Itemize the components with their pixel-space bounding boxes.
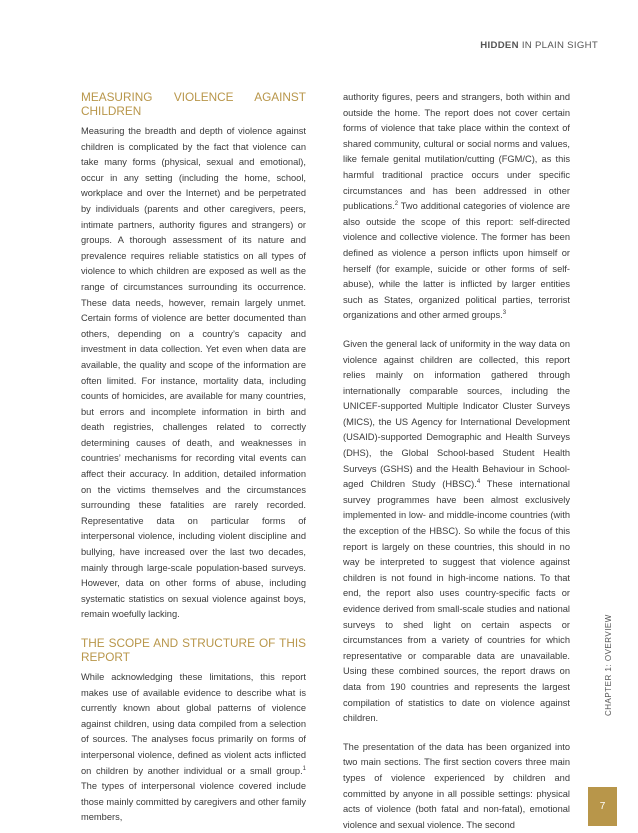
paragraph-sources-part1: Given the general lack of uniformity in the way data on violence against children are collected, this report relies mainly on information gathered through internationally comparable sources, including the UNICEF-supported Multiple Indicator Cluster Surveys (MICS), the US Agency for International Development (USAID)-supported Demographic and Health Surveys (DHS), the Global School-based Student Health Surveys (GSHS) and the Health Behaviour in School-aged Children Study (HBSC). — [343, 338, 570, 490]
paragraph-measuring: Measuring the breadth and depth of violence against children is complicated by the fact that violence can take many forms (physical, sexual and emotional), occur in any setting (including the home, school, workplace and over the Internet) and be perpetrated by individuals (parents and other caregivers, peers, intimate partners, authority figures and strangers) or groups. A thorough assessment of its nature and prevalence requires reliable statistics on all types of violence to which children are exposed as well as the range of circumstances surrounding its occurrence. These data needs, however, remain largely unmet. Certain forms of violence are better documented than others, depending on a country’s capacity and investment in data collection. Yet even when data are available, the quality and scope of the information are often limited. For instance, mortality data, including counts of homicides, are available for many countries, but errors and incomplete information in birth and death registries, challenges related to correctly determining causes of death, and weaknesses in countries’ mechanisms for recording vital events can affect their accuracy. In addition, detailed information on the victims themselves and the circumstances surrounding these fatalities are rarely recorded. Representative data on particular forms of interpersonal violence, including violent discipline and bullying, have increased over the last two decades, mainly through large-scale population-based surveys. However, data on other forms of abuse, including systematic statistics on sexual violence against boys, remain woefully lacking. — [81, 126, 306, 620]
footnote-ref-3: 3 — [502, 310, 507, 317]
paragraph-scope-part2: The types of interpersonal violence covered include those mainly committed by caregivers and other family members, — [81, 781, 306, 823]
paragraph-exclusions-part2: Two additional categories of violence are also outside the scope of this report: self-directed violence and collective violence. The former has been defined as violence a person inflicts upon himself or herself (for example, suicide or other forms of self-abuse), while the latter is inflicted by larger entities such as States, organized political parties, terrorist organizations and other armed groups. — [343, 201, 570, 321]
paragraph-scope-part1: While acknowledging these limitations, this report makes use of available evidence to describe what is currently known about global patterns of violence against children, using data compiled from a selection of sources. The analyses focus primarily on forms of interpersonal violence, defined as violent acts inflicted on children by another individual or a small group. — [81, 672, 306, 776]
section-heading-measuring: MEASURING VIOLENCE AGAINST CHILDREN — [81, 90, 306, 118]
header-title-rest: IN PLAIN SIGHT — [518, 40, 598, 51]
footnote-ref-4: 4 — [476, 479, 481, 486]
left-column — [81, 90, 306, 826]
paragraph-exclusions-part1: authority figures, peers and strangers, both within and outside the home. The report does not cover certain forms of violence that take place within the context of shared community, cultural or social norms and values, like female genital mutilation/cutting (FGM/C), as this harmful traditional practice occurs under specific circumstances and has been addressed in other publications. — [343, 92, 570, 212]
paragraph-sources — [343, 337, 570, 727]
section-heading-scope: THE SCOPE AND STRUCTURE OF THIS REPORT — [81, 636, 306, 664]
paragraph-exclusions — [343, 90, 570, 324]
page-number-tab — [588, 787, 617, 826]
chapter-side-label: CHAPTER 1: OVERVIEW — [604, 614, 613, 716]
paragraph-presentation: The presentation of the data has been organized into two main sections. The first section covers three main types of violence experienced by children and committed by anyone in all possible settings: physical acts of violence (both fatal and non-fatal), emotional violence and sexual violence. The second — [343, 741, 570, 830]
running-header — [480, 40, 598, 51]
right-column — [343, 90, 570, 833]
footnote-ref-2: 2 — [394, 201, 399, 208]
page-number: 7 — [599, 801, 606, 812]
paragraph-scope — [81, 670, 306, 826]
footnote-ref-1: 1 — [302, 765, 306, 772]
paragraph-sources-part2: These international survey programmes have been almost exclusively implemented in low- and middle-income countries (with the exception of the HBSC). So while the focus of this report is largely on these countries, this should in no way be interpreted to suggest that violence against children is not found in high-income nations. To that end, the report also uses country-specific facts or evidence derived from small-scale studies and national surveys to shed light on certain aspects or circumstances from a variety of countries for which representative or comparable data are unavailable. Using these combined sources, the report draws on data from 190 countries and represents the largest compilation of statistics to date on violence against children. — [343, 479, 570, 724]
header-title-bold: HIDDEN — [480, 40, 519, 51]
